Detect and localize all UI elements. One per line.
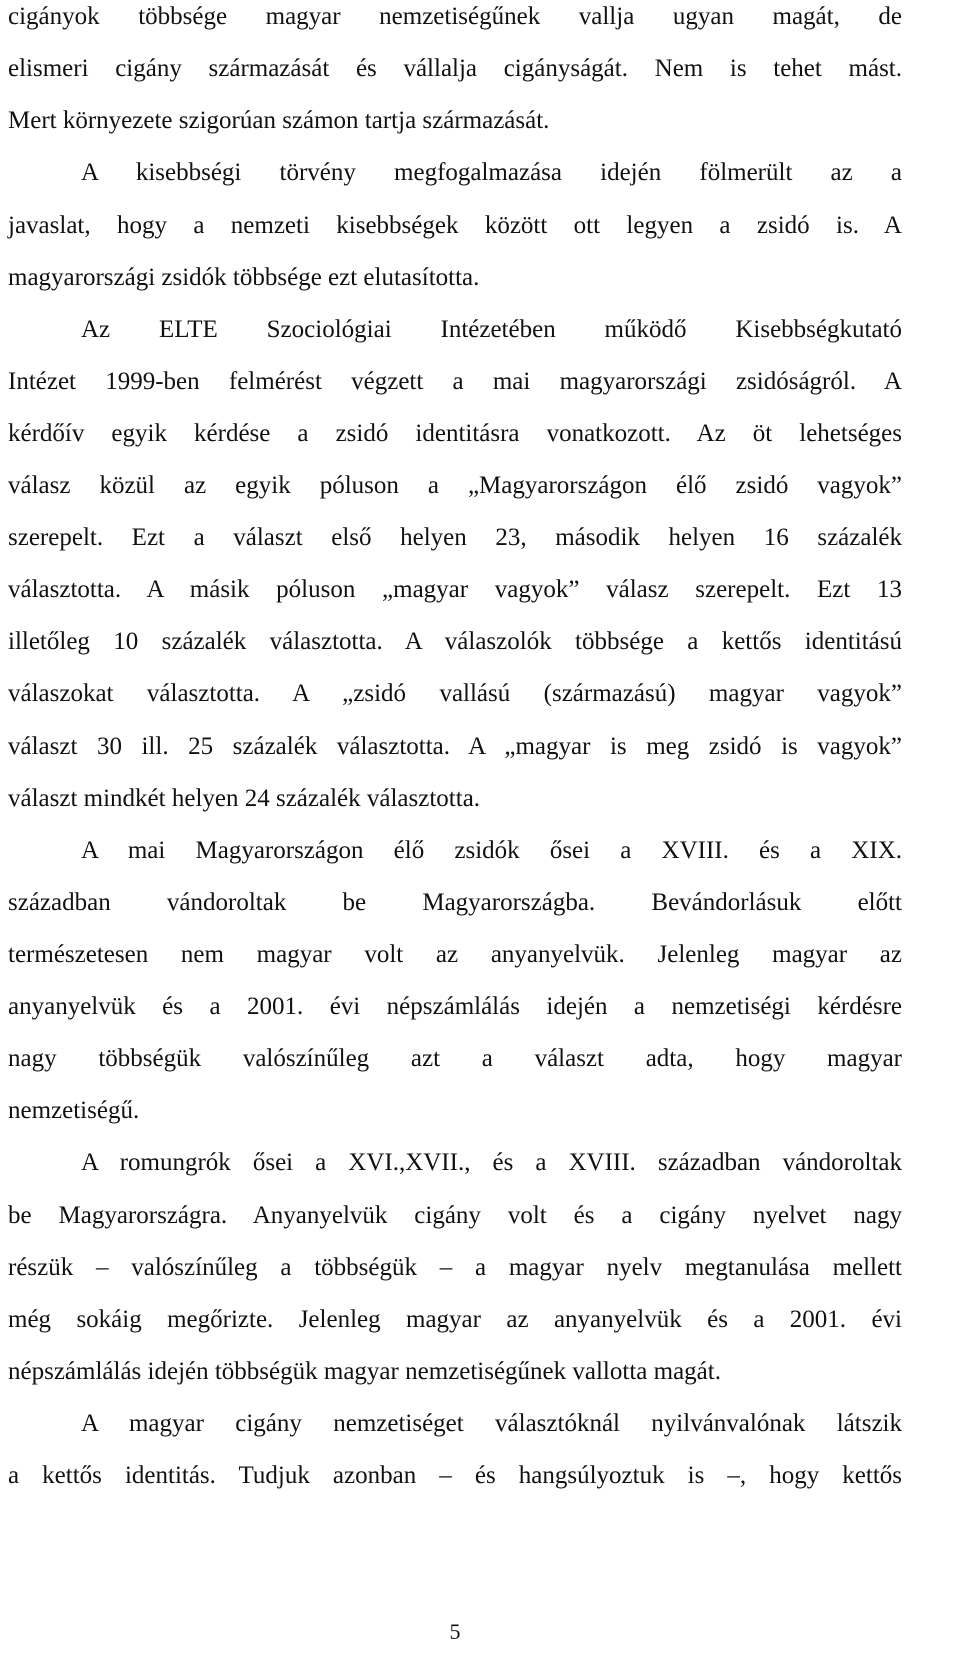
document-page	[8, 0, 902, 1663]
p5-line-2: be Magyarországra. Anyanyelvük cigány volt és a cigány nyelvet nagy	[8, 1202, 902, 1229]
p5-line-5: népszámlálás idején többségük magyar nemzetiségűnek vallotta magát.	[8, 1358, 721, 1385]
p3-line-5: szerepelt. Ezt a választ első helyen 23, második helyen 16 százalék	[8, 524, 902, 551]
p5-line-1: A romungrók ősei a XVI.,XVII., és a XVIII. században vándoroltak	[81, 1149, 902, 1176]
p3-line-10: választ mindkét helyen 24 százalék választotta.	[8, 785, 481, 812]
p3-line-2: Intézet 1999-ben felmérést végzett a mai magyarországi zsidóságról. A	[8, 368, 902, 395]
p3-line-1: Az ELTE Szociológiai Intézetében működő Kisebbségkutató	[81, 316, 902, 343]
p3-line-7: illetőleg 10 százalék választotta. A válaszolók többsége a kettős identitású	[8, 628, 902, 655]
p4-line-5: nagy többségük valószínűleg azt a választ adta, hogy magyar	[8, 1045, 902, 1072]
p2-line-3: magyarországi zsidók többsége ezt elutasította.	[8, 264, 480, 291]
p1-line-3: Mert környezete szigorúan számon tartja származását.	[8, 107, 550, 134]
p4-line-2: században vándoroltak be Magyarországba. Bevándorlásuk előtt	[8, 889, 902, 916]
p3-line-4: válasz közül az egyik póluson a „Magyarországon élő zsidó vagyok”	[8, 472, 902, 499]
p5-line-3: részük – valószínűleg a többségük – a magyar nyelv megtanulása mellett	[8, 1254, 902, 1281]
p3-line-6: választotta. A másik póluson „magyar vagyok” válasz szerepelt. Ezt 13	[8, 576, 902, 603]
p1-line-2: elismeri cigány származását és vállalja cigányságát. Nem is tehet mást.	[8, 55, 902, 82]
p5-line-4: még sokáig megőrizte. Jelenleg magyar az anyanyelvük és a 2001. évi	[8, 1306, 902, 1333]
p4-line-4: anyanyelvük és a 2001. évi népszámlálás idején a nemzetiségi kérdésre	[8, 993, 902, 1020]
p3-line-8: válaszokat választotta. A „zsidó vallású (származású) magyar vagyok”	[8, 680, 902, 707]
p3-line-3: kérdőív egyik kérdése a zsidó identitásra vonatkozott. Az öt lehetséges	[8, 420, 902, 447]
p2-line-2: javaslat, hogy a nemzeti kisebbségek között ott legyen a zsidó is. A	[8, 212, 902, 239]
page-number: 5	[449, 1619, 461, 1644]
p4-line-3: természetesen nem magyar volt az anyanyelvük. Jelenleg magyar az	[8, 941, 902, 968]
p2-line-1: A kisebbségi törvény megfogalmazása idején fölmerült az a	[81, 159, 902, 186]
p4-line-6: nemzetiségű.	[8, 1097, 140, 1124]
p1-line-1: cigányok többsége magyar nemzetiségűnek vallja ugyan magát, de	[8, 3, 902, 30]
p3-line-9: választ 30 ill. 25 százalék választotta. A „magyar is meg zsidó is vagyok”	[8, 733, 902, 760]
p4-line-1: A mai Magyarországon élő zsidók ősei a XVIII. és a XIX.	[81, 837, 902, 864]
p6-line-2: a kettős identitás. Tudjuk azonban – és hangsúlyoztuk is –, hogy kettős	[8, 1462, 902, 1489]
p6-line-1: A magyar cigány nemzetiséget választóknál nyilvánvalónak látszik	[81, 1410, 902, 1437]
